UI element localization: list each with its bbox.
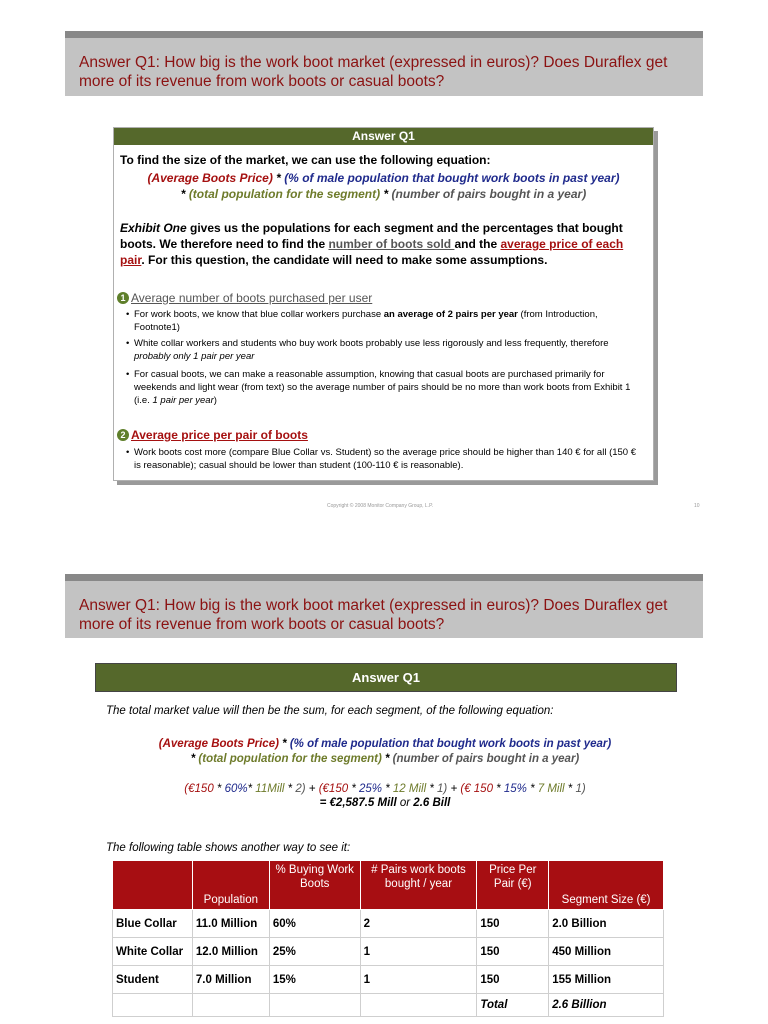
- table-cell: 15%: [269, 966, 360, 994]
- slide2-equation-line2: [95, 752, 675, 767]
- calc-a4: 2): [295, 783, 306, 795]
- table-cell: 2: [360, 910, 477, 938]
- slide1-answer-header: Answer Q1: [114, 128, 653, 145]
- banner-top-bar: [65, 574, 703, 581]
- table-cell: [113, 994, 193, 1017]
- eq-star: *: [180, 187, 186, 201]
- exhibit-one-ref: Exhibit One: [120, 221, 187, 235]
- number-of-boots-sold-link: number of boots sold: [328, 237, 455, 251]
- table-header-cell: [113, 861, 193, 910]
- exhibit-text-3: . For this question, the candidate will need to make some assumptions.: [141, 253, 548, 267]
- eq-star: *: [282, 738, 287, 750]
- calc-a3: 11Mill: [255, 783, 285, 795]
- banner-top-bar: [65, 31, 703, 38]
- table-header-cell: Population: [192, 861, 269, 910]
- table-cell: 7.0 Million: [192, 966, 269, 994]
- b1-bold: an average of 2 pairs per year: [383, 309, 518, 320]
- b4-text: Work boots cost more (compare Blue Collar vs. Student) so the average price should be higher than 140 € for all (150 € is reasonable); casual should be lower than student (100-110 € is reasonable).: [134, 447, 637, 471]
- eq-pairs: (number of pairs bought in a year): [392, 753, 580, 765]
- bullet-dot: •: [126, 447, 130, 458]
- table-cell: Blue Collar: [113, 910, 193, 938]
- table-cell: 155 Million: [549, 966, 664, 994]
- section1-title: Average number of boots purchased per user: [131, 291, 373, 305]
- eq-star: *: [383, 187, 389, 201]
- slide1-equation-line1: [114, 170, 653, 186]
- slide1-footer-copyright: Copyright © 2008 Monitor Company Group, L.P.: [327, 503, 434, 509]
- calc-result-billions: 2.6 Bill: [413, 797, 451, 809]
- table-header-cell: # Pairs work boots bought / year: [360, 861, 477, 910]
- bullet-dot: •: [126, 369, 130, 380]
- calc-c3: 7 Mill: [537, 783, 565, 795]
- table-cell: 12.0 Million: [192, 938, 269, 966]
- table-header-cell: Price Per Pair (€): [477, 861, 549, 910]
- slide1-equation-line2: [114, 186, 653, 202]
- table-cell: 150: [477, 910, 549, 938]
- slide1-exhibit-paragraph: [120, 220, 643, 268]
- calc-b3: 12 Mill: [392, 783, 427, 795]
- slide2-title-banner: [65, 574, 703, 638]
- average-price-link: average price of each pair: [120, 237, 624, 267]
- slide1-answer-box: [113, 127, 654, 481]
- calc-b2: 25%: [359, 783, 383, 795]
- eq-avg-price: (Average Boots Price): [147, 171, 273, 185]
- table-cell: 450 Million: [549, 938, 664, 966]
- b3-italic: 1 pair per year: [152, 395, 214, 406]
- table-row: [113, 966, 664, 994]
- slide1-intro: To find the size of the market, we can use the following equation:: [120, 153, 491, 167]
- section2-title: Average price per pair of boots: [131, 428, 308, 442]
- table-cell: 1: [360, 966, 477, 994]
- table-cell: 150: [477, 938, 549, 966]
- table-cell: [192, 994, 269, 1017]
- slide1-footer-page: 10: [694, 503, 700, 509]
- slide2-calculation: (€150 * 60%* 11Mill * 2) + (€150 * 25% * 12 Mill * 1) + (€ 150 * 15% * 7 Mill * 1): [184, 783, 586, 795]
- slide2-intro: The total market value will then be the sum, for each segment, of the following equation:: [106, 705, 554, 717]
- bullet-white-collar: [126, 337, 641, 363]
- bullet-dot: •: [126, 309, 130, 320]
- table-cell: [360, 994, 477, 1017]
- calc-b4: 1): [437, 783, 448, 795]
- calc-c1: (€ 150: [460, 783, 493, 795]
- table-row: [113, 910, 664, 938]
- b1-post: (from Introduction, Footnote1): [134, 309, 598, 333]
- table-cell: 25%: [269, 938, 360, 966]
- table-cell: Student: [113, 966, 193, 994]
- b3-text: For casual boots, we can make a reasonable assumption, knowing that casual boots are purchased primarily for weekends and light wear (from text) so the average number of pairs should be no more than work boots from Exhibit 1 (i.e.: [134, 369, 631, 406]
- b2-italic: probably only 1 pair per year: [134, 351, 255, 362]
- segment-size-table: [112, 860, 664, 1017]
- eq-star: *: [190, 753, 196, 765]
- eq-pct-male: (% of male population that bought work boots in past year): [284, 171, 620, 185]
- table-row: [113, 938, 664, 966]
- bullet-price: [126, 446, 641, 472]
- b2-text: White collar workers and students who buy work boots probably use less rigorously and less frequently, therefore: [134, 338, 609, 349]
- slide2-answer-header: Answer Q1: [95, 663, 677, 692]
- table-cell: 11.0 Million: [192, 910, 269, 938]
- eq-pairs: (number of pairs bought in a year): [391, 187, 587, 201]
- section1-number-badge: 1: [117, 292, 129, 304]
- slide2-table-intro: The following table shows another way to see it:: [106, 842, 351, 854]
- eq-star: *: [384, 753, 390, 765]
- section2-number-badge: 2: [117, 429, 129, 441]
- eq-total-pop: (total population for the segment): [198, 753, 382, 765]
- table-header-cell: Segment Size (€): [549, 861, 664, 910]
- b3-post: ): [213, 395, 217, 406]
- table-cell: [269, 994, 360, 1017]
- calc-result: = €2,587.5 Mill: [319, 797, 397, 809]
- calc-a1: (€150: [184, 783, 214, 795]
- exhibit-text-1: gives us the populations for each segment and the percentages that bought boots. We therefore need to find the: [120, 221, 623, 251]
- table-total-value: 2.6 Billion: [549, 994, 664, 1017]
- eq-total-pop: (total population for the segment): [188, 187, 381, 201]
- slide1-title-banner: [65, 31, 703, 96]
- b1-text: For work boots, we know that blue collar workers purchase: [134, 309, 384, 320]
- eq-avg-price: (Average Boots Price): [158, 738, 279, 750]
- calc-c4: 1): [575, 783, 586, 795]
- table-cell: 2.0 Billion: [549, 910, 664, 938]
- slide2-result: [95, 796, 675, 811]
- table-total-row: [113, 994, 664, 1017]
- calc-c2: 15%: [503, 783, 527, 795]
- eq-pct-male: (% of male population that bought work boots in past year): [289, 738, 612, 750]
- bullet-work-boots: [126, 308, 641, 334]
- table-cell: White Collar: [113, 938, 193, 966]
- table-header-cell: % Buying Work Boots: [269, 861, 360, 910]
- eq-star: *: [276, 171, 281, 185]
- calc-b1: (€150: [318, 783, 349, 795]
- exhibit-text-2: and the: [454, 237, 501, 251]
- table-header-row: [113, 861, 664, 910]
- calc-or: or: [396, 797, 414, 809]
- table-cell: 150: [477, 966, 549, 994]
- table-total-label: Total: [477, 994, 549, 1017]
- table-cell: 1: [360, 938, 477, 966]
- slide2-title: Answer Q1: How big is the work boot market (expressed in euros)? Does Duraflex get more of its revenue from work boots or casual boots?: [79, 597, 668, 633]
- calc-a2: 60%: [224, 783, 248, 795]
- table-cell: 60%: [269, 910, 360, 938]
- slide1-title: Answer Q1: How big is the work boot market (expressed in euros)? Does Duraflex get more of its revenue from work boots or casual boots?: [79, 54, 668, 90]
- bullet-casual-boots: [126, 368, 641, 407]
- slide2-equation-line1: [95, 737, 675, 752]
- bullet-dot: •: [126, 338, 130, 349]
